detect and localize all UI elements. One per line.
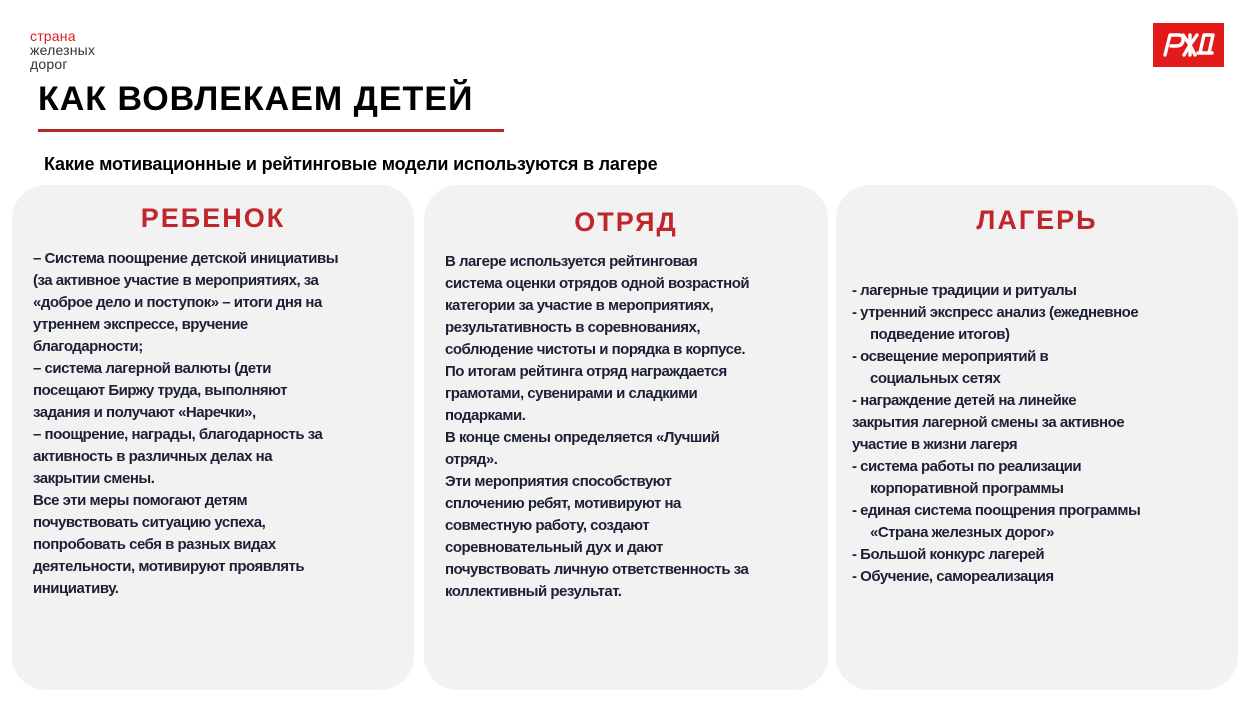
card-line: (за активное участие в мероприятиях, за (33, 272, 319, 289)
brand-line-1: страна (30, 28, 76, 44)
card-line: посещают Биржу труда, выполняют (33, 382, 287, 399)
card-line: - лагерные традиции и ритуалы (852, 282, 1077, 299)
card-title: ОТРЯД (574, 207, 678, 237)
card-line: - награждение детей на линейке (852, 392, 1077, 409)
card-line: категории за участие в мероприятиях, (445, 297, 714, 314)
card-line: «доброе дело и поступок» – итоги дня на (33, 294, 322, 311)
card-line: корпоративной программы (870, 480, 1064, 497)
card-line: - система работы по реализации (852, 458, 1082, 475)
card-line: «Страна железных дорог» (870, 524, 1054, 541)
card-line: деятельности, мотивируют проявлять (33, 558, 305, 575)
card-line: закрытия лагерной смены за активное (852, 414, 1125, 431)
card-line: - Обучение, самореализация (852, 568, 1054, 585)
card-line: грамотами, сувенирами и сладкими (445, 385, 698, 402)
card-line: По итогам рейтинга отряд награждается (445, 363, 727, 380)
card-line: - Большой конкурс лагерей (852, 546, 1045, 563)
card-line: В конце смены определяется «Лучший (445, 429, 720, 446)
card-title: РЕБЕНОК (140, 203, 286, 233)
title-underline (38, 129, 504, 132)
card-line: соблюдение чистоты и порядка в корпусе. (445, 341, 745, 358)
page-title: КАК ВОВЛЕКАЕМ ДЕТЕЙ (38, 80, 474, 118)
card-line: Эти мероприятия способствуют (445, 473, 672, 490)
rzd-logo (1153, 23, 1224, 67)
card-body (445, 251, 749, 603)
brand-line-2: железных (30, 42, 96, 58)
card-line: коллективный результат. (445, 583, 622, 600)
card-line: система оценки отрядов одной возрастной (445, 275, 750, 292)
card-line: - освещение мероприятий в (852, 348, 1049, 365)
card-line: задания и получают «Наречки», (33, 404, 256, 421)
card-line: Все эти меры помогают детям (33, 492, 248, 509)
card-line: подведение итогов) (870, 326, 1010, 343)
card-body (852, 280, 1140, 588)
card-line: В лагере используется рейтинговая (445, 253, 698, 270)
card-line: участие в жизни лагеря (852, 436, 1018, 453)
card-line: отряд». (445, 451, 498, 468)
page-subtitle: Какие мотивационные и рейтинговые модели используются в лагере (44, 154, 658, 174)
card-line: утреннем экспрессе, вручение (33, 316, 248, 333)
card-line: соревновательный дух и дают (445, 539, 663, 556)
card-line: попробовать себя в разных видах (33, 536, 276, 553)
card-line: почувствовать ситуацию успеха, (33, 514, 266, 531)
rzd-logo-icon (1161, 32, 1217, 58)
card-line: совместную работу, создают (445, 517, 650, 534)
card-line: – поощрение, награды, благодарность за (33, 426, 323, 443)
card-line: - утренний экспресс анализ (ежедневное (852, 304, 1139, 321)
card-squad (424, 185, 828, 690)
card-title: ЛАГЕРЬ (976, 205, 1098, 235)
card-line: – Система поощрение детской инициативы (33, 250, 339, 267)
card-line: - единая система поощрения программы (852, 502, 1141, 519)
card-body (33, 248, 338, 600)
brand-line-3: дорог (30, 56, 68, 72)
card-child (12, 185, 414, 690)
card-line: почувствовать личную ответственность за (445, 561, 749, 578)
card-line: социальных сетях (870, 370, 1001, 387)
card-line: – система лагерной валюты (дети (33, 360, 271, 377)
card-line: результативность в соревнованиях, (445, 319, 700, 336)
card-camp (836, 185, 1238, 690)
card-line: сплочению ребят, мотивируют на (445, 495, 681, 512)
card-line: инициативу. (33, 580, 119, 597)
card-line: благодарности; (33, 338, 143, 355)
card-line: активность в различных делах на (33, 448, 273, 465)
brand-wordmark (30, 29, 95, 71)
card-line: закрытии смены. (33, 470, 155, 487)
card-line: подарками. (445, 407, 526, 424)
